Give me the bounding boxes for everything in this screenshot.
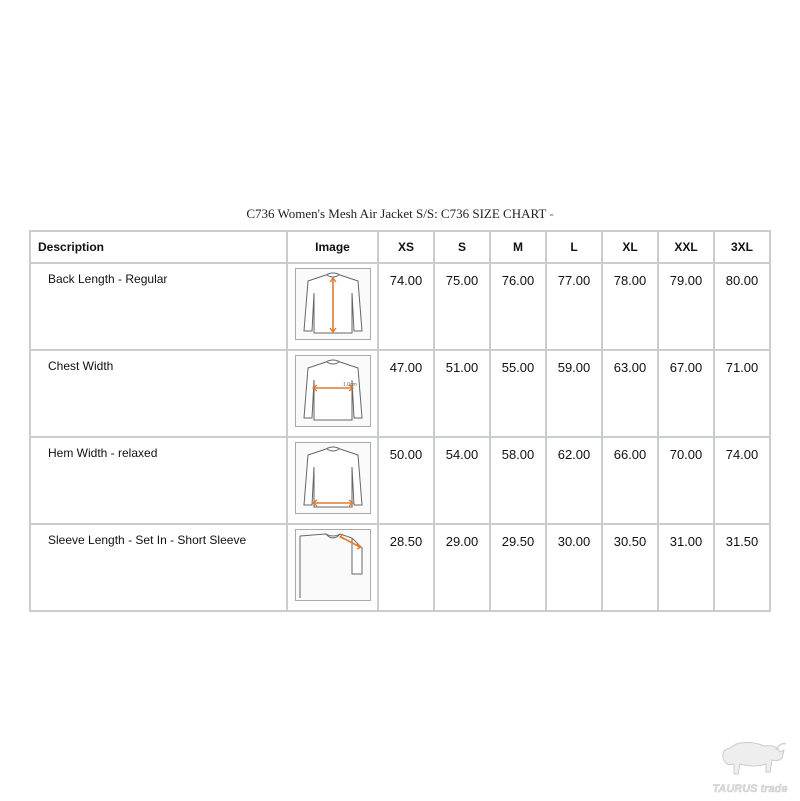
- value-xs: 50.00: [378, 437, 434, 524]
- value-l: 30.00: [546, 524, 602, 611]
- value-xxl: 70.00: [658, 437, 714, 524]
- value-s: 51.00: [434, 350, 490, 437]
- value-3xl: 31.50: [714, 524, 770, 611]
- value-m: 58.00: [490, 437, 546, 524]
- header-size-xl: XL: [602, 231, 658, 263]
- value-xl: 63.00: [602, 350, 658, 437]
- chart-title-suffix: -: [549, 206, 554, 221]
- back-length-diagram-icon: [295, 268, 371, 340]
- value-3xl: 80.00: [714, 263, 770, 350]
- header-row: [30, 231, 770, 263]
- row-description: Sleeve Length - Set In - Short Sleeve: [30, 524, 287, 611]
- row-description: Hem Width - relaxed: [30, 437, 287, 524]
- watermark-text: TAURUS trade: [712, 783, 788, 795]
- value-l: 77.00: [546, 263, 602, 350]
- value-xl: 78.00: [602, 263, 658, 350]
- header-size-l: L: [546, 231, 602, 263]
- value-m: 76.00: [490, 263, 546, 350]
- value-m: 55.00: [490, 350, 546, 437]
- value-s: 54.00: [434, 437, 490, 524]
- value-s: 29.00: [434, 524, 490, 611]
- value-l: 62.00: [546, 437, 602, 524]
- table-row: [30, 437, 770, 524]
- header-size-m: M: [490, 231, 546, 263]
- value-xxl: 67.00: [658, 350, 714, 437]
- value-s: 75.00: [434, 263, 490, 350]
- hem-width-diagram-icon: [295, 442, 371, 514]
- header-size-s: S: [434, 231, 490, 263]
- value-xxl: 31.00: [658, 524, 714, 611]
- row-image-cell: [287, 524, 378, 611]
- table-row: [30, 350, 770, 437]
- value-xs: 47.00: [378, 350, 434, 437]
- value-m: 29.50: [490, 524, 546, 611]
- value-3xl: 71.00: [714, 350, 770, 437]
- header-size-xs: XS: [378, 231, 434, 263]
- row-image-cell: [287, 350, 378, 437]
- table-row: [30, 524, 770, 611]
- header-description: Description: [30, 231, 287, 263]
- header-size-xxl: XXL: [658, 231, 714, 263]
- chart-title: [0, 206, 800, 222]
- value-xs: 74.00: [378, 263, 434, 350]
- chest-width-note: 1.0cm: [342, 382, 357, 388]
- value-xl: 66.00: [602, 437, 658, 524]
- value-3xl: 74.00: [714, 437, 770, 524]
- table-row: [30, 263, 770, 350]
- value-xl: 30.50: [602, 524, 658, 611]
- value-xs: 28.50: [378, 524, 434, 611]
- chest-width-diagram-icon: [295, 355, 371, 427]
- row-image-cell: [287, 263, 378, 350]
- size-chart-table: [29, 230, 771, 612]
- row-image-cell: [287, 437, 378, 524]
- row-description: Back Length - Regular: [30, 263, 287, 350]
- chart-title-text: C736 Women's Mesh Air Jacket S/S: C736 SIZE CHART: [246, 206, 547, 221]
- sleeve-length-diagram-icon: [295, 529, 371, 601]
- row-description: Chest Width: [30, 350, 287, 437]
- header-size-3xl: 3XL: [714, 231, 770, 263]
- header-image: Image: [287, 231, 378, 263]
- value-xxl: 79.00: [658, 263, 714, 350]
- value-l: 59.00: [546, 350, 602, 437]
- bull-logo-icon: [706, 730, 794, 796]
